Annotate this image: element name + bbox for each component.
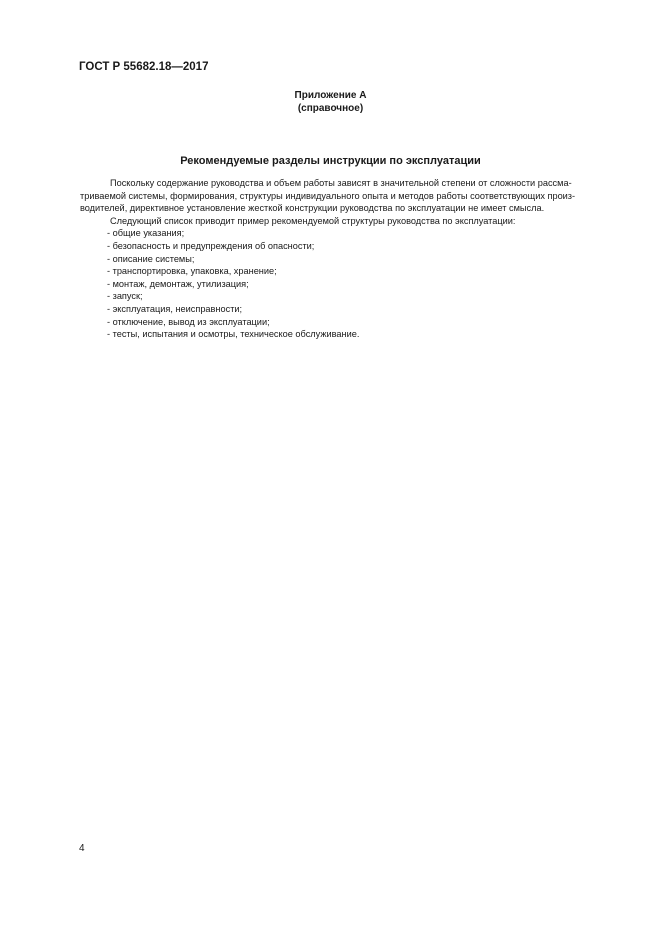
paragraph-line: Поскольку содержание руководства и объем работы зависят в значительной степени от сложности рассма-	[110, 178, 572, 188]
list-item: - транспортировка, упаковка, хранение;	[107, 266, 277, 277]
standard-id-header: ГОСТ Р 55682.18—2017	[79, 61, 209, 73]
list-item: - монтаж, демонтаж, утилизация;	[107, 278, 249, 289]
body-text	[80, 177, 608, 341]
section-title: Рекомендуемые разделы инструкции по эксплуатации	[180, 155, 481, 167]
paragraph-line: триваемой системы, формирования, структуры индивидуального опыта и методов работы соответствующих произ-	[80, 190, 576, 201]
intro-paragraph	[80, 177, 608, 215]
list-item: - описание системы;	[107, 253, 195, 264]
appendix-heading	[0, 89, 661, 115]
list-item: - безопасность и предупреждения об опасности;	[107, 240, 315, 251]
list-item: - тесты, испытания и осмотры, техническое обслуживание.	[107, 329, 360, 340]
appendix-title: Приложение А	[294, 90, 367, 101]
page-number: 4	[79, 843, 85, 854]
paragraph-line: водителей, директивное установление жесткой конструкции руководства по эксплуатации не имеет смысла.	[80, 203, 545, 214]
list-item: - общие указания;	[107, 228, 185, 239]
list-item: - отключение, вывод из эксплуатации;	[107, 316, 270, 327]
list-intro-paragraph: Следующий список приводит пример рекомендуемой структуры руководства по эксплуатации:	[110, 215, 516, 226]
list-item: - эксплуатация, неисправности;	[107, 303, 243, 314]
recommended-sections-list	[80, 227, 608, 340]
list-item: - запуск;	[107, 291, 143, 302]
appendix-subtitle: (справочное)	[297, 103, 364, 114]
